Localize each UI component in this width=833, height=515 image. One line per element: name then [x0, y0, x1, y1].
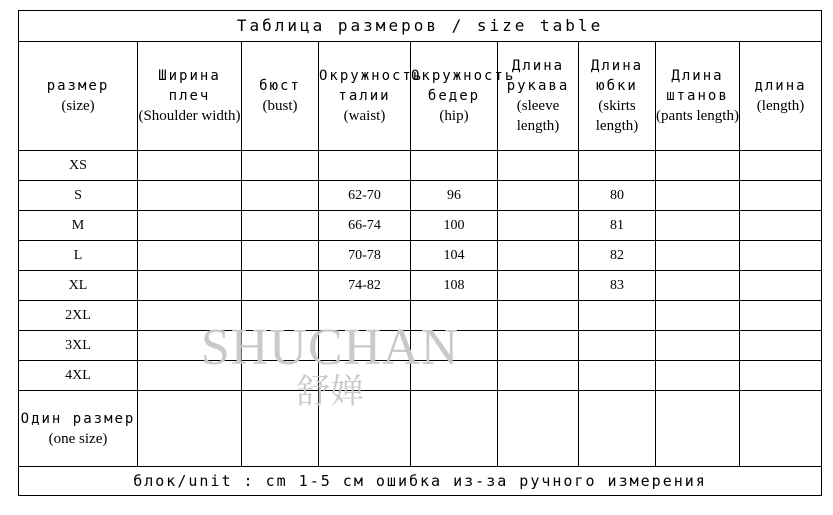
size-label: L [19, 241, 138, 271]
header-shoulder-ru: Ширина плеч [158, 68, 221, 104]
cell-shoulder [138, 331, 242, 361]
table-row [19, 151, 822, 181]
cell-length [740, 361, 822, 391]
cell-hip [411, 151, 498, 181]
size-label: XS [19, 151, 138, 181]
cell-length [740, 331, 822, 361]
cell-hip: 108 [411, 271, 498, 301]
table-cell [242, 391, 319, 467]
cell-hip: 100 [411, 211, 498, 241]
cell-sleeve [498, 181, 579, 211]
table-row [19, 361, 822, 391]
cell-skirt [579, 151, 656, 181]
cell-skirt: 82 [579, 241, 656, 271]
table-cell [579, 391, 656, 467]
cell-bust [242, 241, 319, 271]
cell-sleeve [498, 271, 579, 301]
cell-shoulder [138, 361, 242, 391]
cell-skirt: 83 [579, 271, 656, 301]
cell-skirt: 80 [579, 181, 656, 211]
header-shoulder [138, 42, 242, 151]
header-row [19, 42, 822, 151]
cell-sleeve [498, 211, 579, 241]
cell-pants [656, 331, 740, 361]
cell-sleeve [498, 301, 579, 331]
table-cell [138, 391, 242, 467]
header-hip [411, 42, 516, 151]
cell-pants [656, 181, 740, 211]
watermark-cjk: 舒婵 [296, 372, 364, 412]
cell-sleeve [498, 241, 579, 271]
cell-hip [411, 301, 498, 331]
header-size-ru: размер [46, 78, 110, 94]
header-bust [242, 42, 319, 151]
one-size-row [19, 391, 822, 467]
cell-shoulder [138, 181, 242, 211]
table-title: Таблица размеров / size table [19, 11, 822, 42]
header-pants-en: (pants length) [656, 108, 739, 124]
cell-waist: 70-78 [319, 241, 411, 271]
table-cell [319, 391, 411, 467]
table-row [19, 301, 822, 331]
cell-hip [411, 331, 498, 361]
cell-waist: 74-82 [319, 271, 411, 301]
header-shoulder-en: (Shoulder width) [138, 108, 241, 124]
size-rows [19, 151, 822, 391]
cell-bust [242, 271, 319, 301]
cell-pants [656, 361, 740, 391]
cell-shoulder [138, 211, 242, 241]
cell-pants [656, 301, 740, 331]
watermark-latin: SHUCHAN [200, 319, 460, 376]
header-length [740, 42, 822, 151]
cell-length [740, 181, 822, 211]
table-row [19, 271, 822, 301]
header-waist [319, 42, 424, 151]
header-skirt-ru: Длина юбки [590, 58, 644, 94]
header-length-en: (length) [756, 98, 805, 114]
cell-shoulder [138, 301, 242, 331]
size-label: 3XL [19, 331, 138, 361]
cell-shoulder [138, 151, 242, 181]
one-size-ru: Один размер [20, 410, 136, 427]
size-table [18, 10, 822, 496]
table-row [19, 241, 822, 271]
header-size [19, 42, 138, 151]
cell-waist [319, 301, 411, 331]
cell-waist: 66-74 [319, 211, 411, 241]
header-skirt-en: (skirts length) [595, 98, 639, 134]
table-cell [656, 391, 740, 467]
size-label: 4XL [19, 361, 138, 391]
table-row [19, 181, 822, 211]
size-table-frame [18, 10, 821, 501]
size-label: M [19, 211, 138, 241]
header-sleeve [498, 42, 579, 151]
cell-sleeve [498, 151, 579, 181]
header-length-ru: длина [754, 78, 807, 94]
cell-shoulder [138, 271, 242, 301]
one-size-en: (one size) [48, 430, 108, 447]
cell-pants [656, 151, 740, 181]
cell-skirt [579, 331, 656, 361]
cell-hip [411, 361, 498, 391]
table-cell [411, 391, 498, 467]
cell-length [740, 211, 822, 241]
table-cell [498, 391, 579, 467]
cell-pants [656, 241, 740, 271]
header-waist-en: (waist) [343, 108, 386, 124]
table-row [19, 331, 822, 361]
header-skirt [579, 42, 656, 151]
cell-length [740, 271, 822, 301]
cell-sleeve [498, 361, 579, 391]
cell-hip: 104 [411, 241, 498, 271]
cell-bust [242, 211, 319, 241]
cell-skirt [579, 301, 656, 331]
cell-hip: 96 [411, 181, 498, 211]
cell-bust [242, 331, 319, 361]
header-sleeve-en: (sleeve length) [516, 98, 560, 134]
cell-bust [242, 361, 319, 391]
cell-length [740, 241, 822, 271]
cell-skirt: 81 [579, 211, 656, 241]
cell-waist: 62-70 [319, 181, 411, 211]
table-row [19, 211, 822, 241]
size-label: S [19, 181, 138, 211]
cell-length [740, 151, 822, 181]
header-size-en: (size) [61, 98, 95, 114]
cell-waist [319, 151, 411, 181]
cell-length [740, 301, 822, 331]
cell-waist [319, 331, 411, 361]
cell-sleeve [498, 331, 579, 361]
size-label: 2XL [19, 301, 138, 331]
table-cell [740, 391, 822, 467]
cell-bust [242, 181, 319, 211]
footer-note: блок/unit : cm 1-5 см ошибка из-за ручного измерения [19, 467, 822, 496]
cell-shoulder [138, 241, 242, 271]
size-label: XL [19, 271, 138, 301]
header-bust-en: (bust) [262, 98, 298, 114]
cell-pants [656, 271, 740, 301]
cell-skirt [579, 361, 656, 391]
header-hip-ru: Окружность бедер [411, 68, 516, 104]
cell-pants [656, 211, 740, 241]
one-size-cell [19, 391, 138, 467]
cell-waist [319, 361, 411, 391]
header-sleeve-ru: Длина рукава [506, 58, 570, 94]
cell-bust [242, 151, 319, 181]
header-hip-en: (hip) [439, 108, 469, 124]
header-waist-ru: Окружность талии [319, 68, 424, 104]
header-bust-ru: бюст [259, 78, 301, 94]
cell-bust [242, 301, 319, 331]
header-pants-ru: Длина штанов [666, 68, 729, 104]
header-pants [656, 42, 740, 151]
